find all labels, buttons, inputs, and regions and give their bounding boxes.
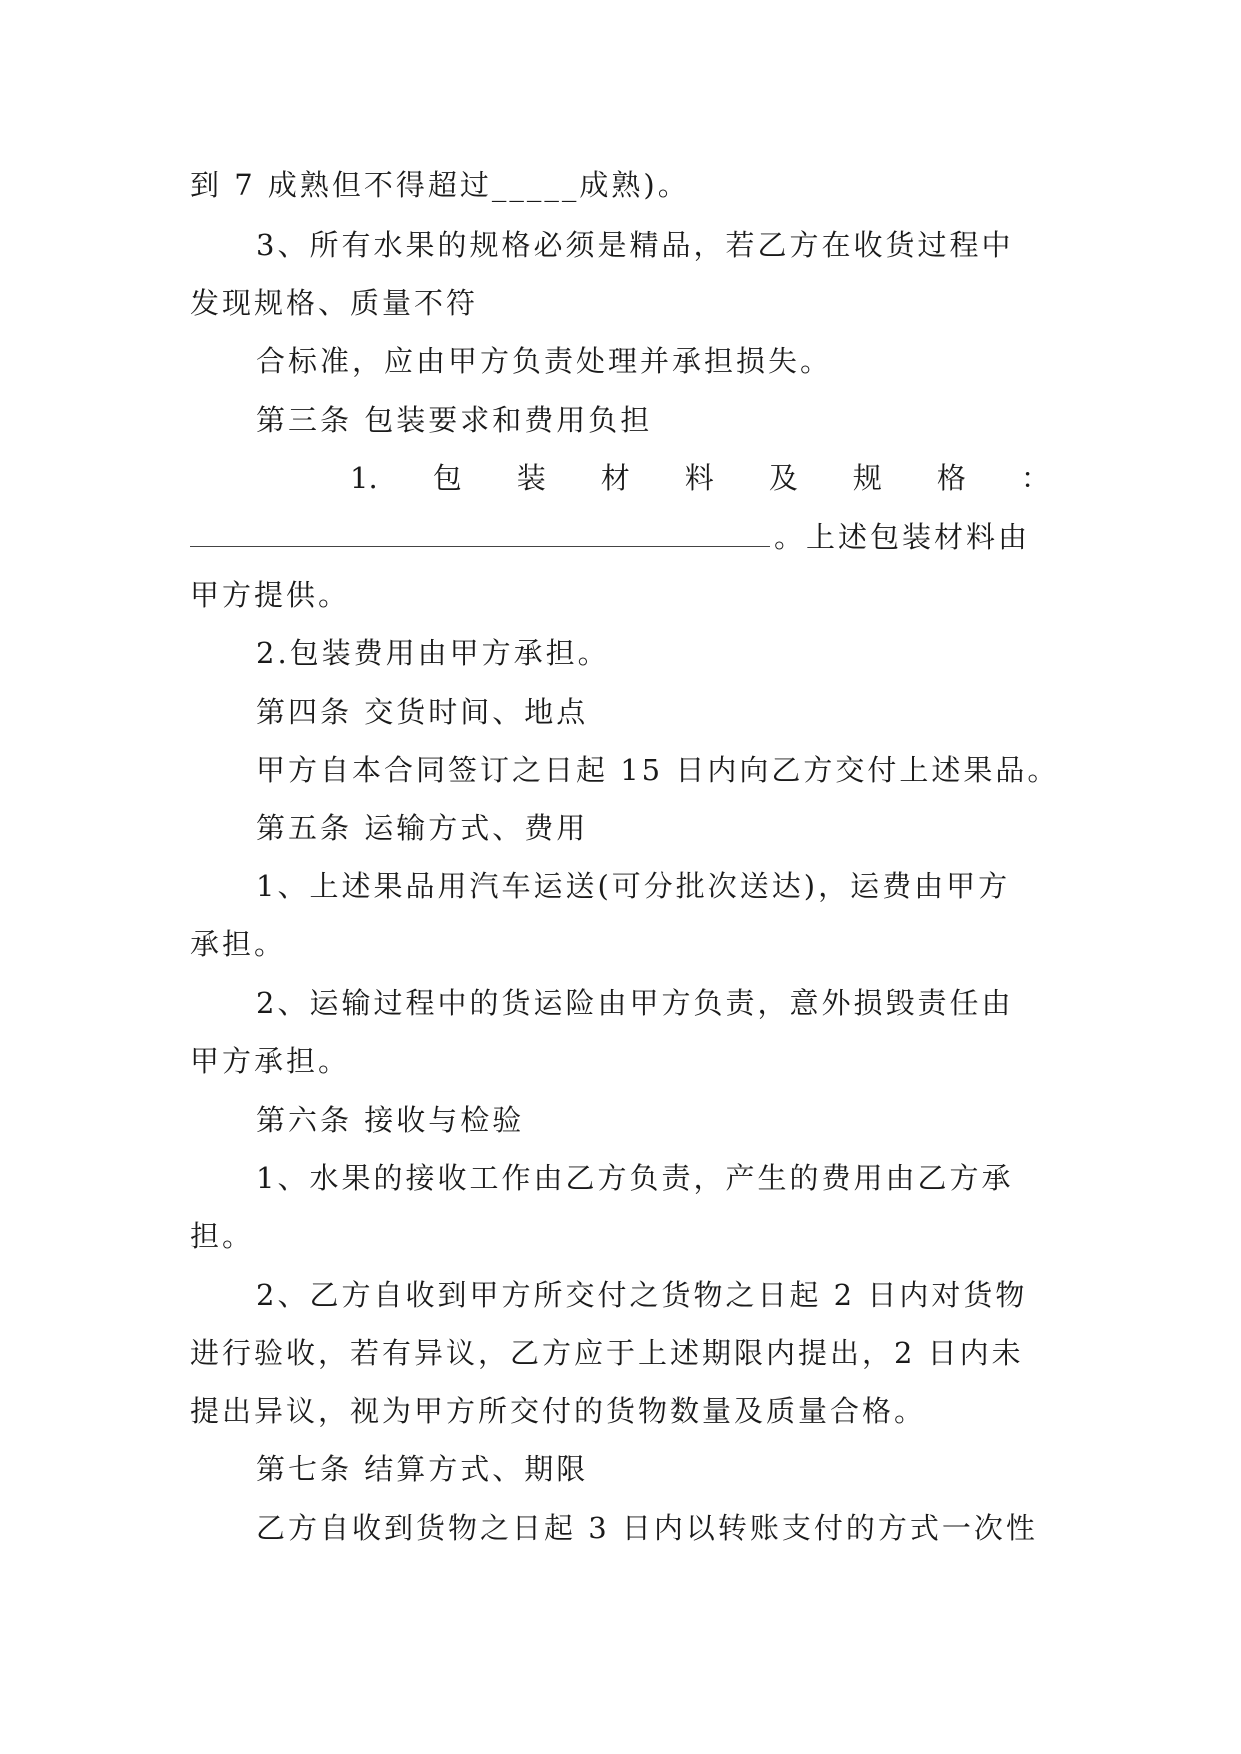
text-line: 2.包装费用由甲方承担。 (256, 636, 610, 670)
text-line: 2、运输过程中的货运险由甲方负责，意外损毁责任由 (256, 986, 1014, 1020)
spec-char: 及 (768, 461, 798, 495)
text-line: 到 7 成熟但不得超过_____成熟)。 (190, 168, 690, 202)
packaging-spec-line (350, 458, 1050, 498)
text-line: 提出异议，视为甲方所交付的货物数量及质量合格。 (190, 1394, 927, 1428)
section-heading: 第三条 包装要求和费用负担 (256, 403, 653, 437)
text-line: 3、所有水果的规格必须是精品，若乙方在收货过程中 (256, 228, 1014, 262)
text-line: 合标准，应由甲方负责处理并承担损失。 (256, 344, 833, 378)
text-line: 1、水果的接收工作由乙方负责，产生的费用由乙方承 (256, 1161, 1014, 1195)
spec-char: 规 (852, 461, 882, 495)
text-line: 甲方承担。 (190, 1044, 351, 1078)
section-heading: 第七条 结算方式、期限 (256, 1452, 589, 1486)
text-line: 甲方自本合同签订之日起 15 日内向乙方交付上述果品。 (256, 753, 1060, 787)
text-line: 发现规格、质量不符 (190, 286, 479, 320)
section-heading: 第四条 交货时间、地点 (256, 695, 589, 729)
spec-char: 装 (516, 461, 546, 495)
text-line: 承担。 (190, 927, 287, 961)
blank-field (190, 518, 770, 547)
spec-char: 格 (936, 461, 966, 495)
text-line: 甲方提供。 (190, 578, 351, 612)
text-line: 1、上述果品用汽车运送(可分批次送达)，运费由甲方 (256, 869, 1011, 903)
text-line: 进行验收，若有异议，乙方应于上述期限内提出，2 日内未 (190, 1336, 1024, 1370)
text-line: 担。 (190, 1219, 255, 1253)
text-fragment: 。上述包装材料由 (774, 520, 1031, 554)
text-line: 2、乙方自收到甲方所交付之货物之日起 2 日内对货物 (256, 1278, 1028, 1312)
text-line: 乙方自收到货物之日起 3 日内以转账支付的方式一次性 (256, 1511, 1038, 1545)
spec-char: 料 (684, 461, 714, 495)
spec-char: 材 (600, 461, 630, 495)
spec-char: 包 (432, 461, 462, 495)
spec-char: ： (1020, 461, 1050, 495)
blank-fill-line (190, 517, 1050, 557)
section-heading: 第五条 运输方式、费用 (256, 811, 589, 845)
section-heading: 第六条 接收与检验 (256, 1103, 525, 1137)
spec-number: 1. (350, 461, 378, 495)
